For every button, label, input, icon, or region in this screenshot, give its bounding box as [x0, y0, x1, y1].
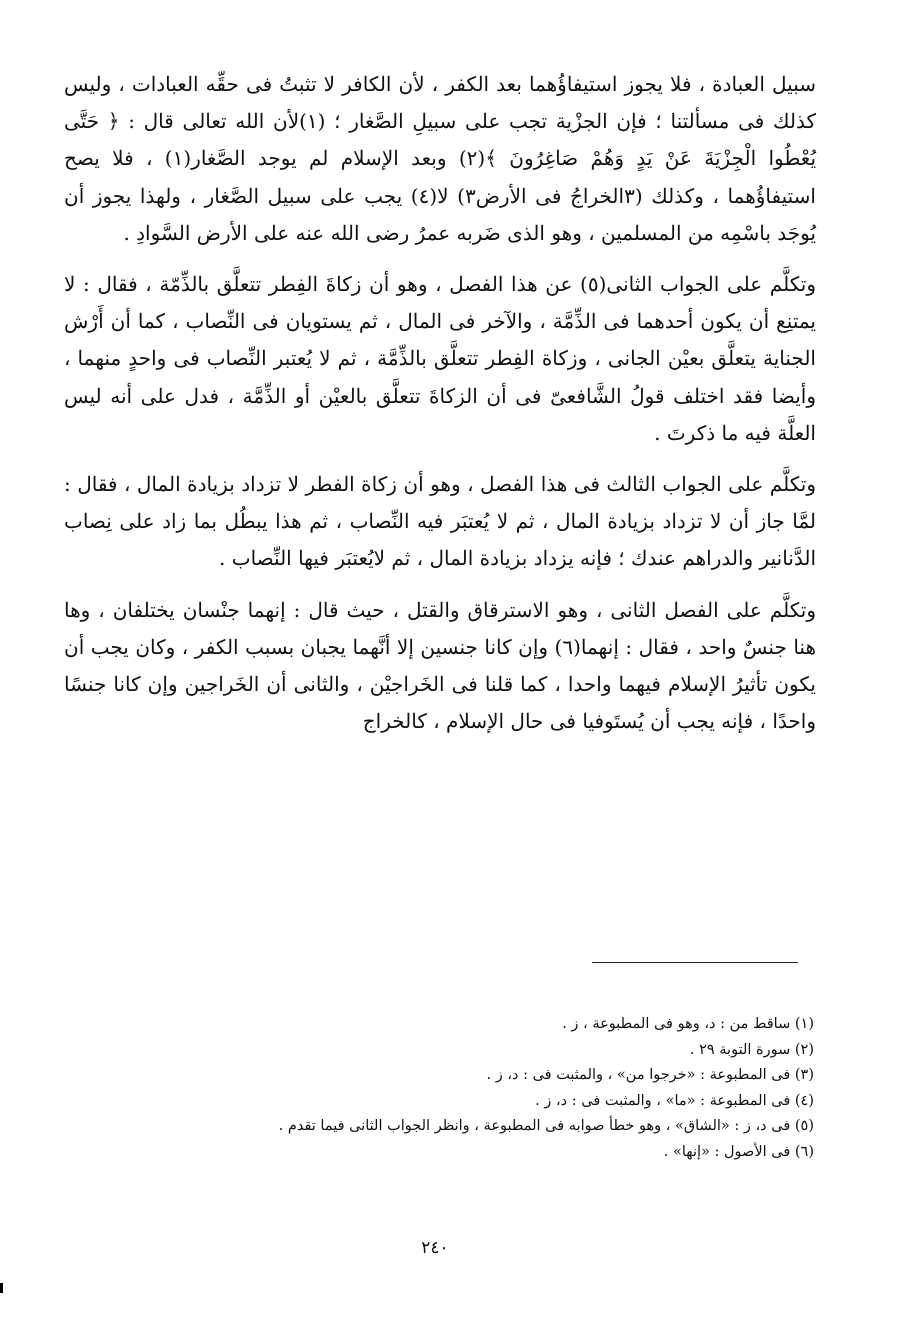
- scan-edge-mark: [0, 1283, 3, 1293]
- paragraph-4: وتكلَّم على الفصل الثانى ، وهو الاسترقاق والقتل ، حيث قال : إنهما جنْسان يختلفان ، وها هنا جنسٌ واحد ، فقال : إنهما(٦) وإن كانا جنسين إلا أنَّهما يجبان بسبب الكفر ، وكان يجب أن يكون تأثيرُ الإسلام فيهما واحدا ، كما قلنا فى الخَراجيْن ، والثانى أن الخَراجين وإن كانا جنسًا واحدًا ، فإنه يجب أن يُستَوفيا فى حال الإسلام ، كالخراج: [64, 597, 816, 734]
- main-text-block: [64, 66, 816, 740]
- footnote-3: (٣) فى المطبوعة : «خرجوا من» ، والمثبت فى : د، ز .: [486, 1067, 814, 1083]
- footnote-4: (٤) فى المطبوعة : «ما» ، والمثبت فى : د، ز .: [535, 1092, 814, 1109]
- page-number: ٢٤٠: [421, 1238, 449, 1258]
- footnote-6: (٦) فى الأصول : «إنها» .: [663, 1143, 814, 1160]
- footnote-5: (٥) فى د، ز : «الشاق» ، وهو خطأ صوابه فى المطبوعة ، وانظر الجواب الثانى فيما تقدم .: [278, 1118, 814, 1134]
- paragraph-3: وتكلَّم على الجواب الثالث فى هذا الفصل ، وهو أن زكاة الفطر لا تزداد بزيادة المال ، فقال : لمَّا جاز أن لا تزداد بزيادة المال ، ثم لا يُعتبَر فيه النِّصاب ، ثم هذا يبطُل بما زاد على نِصاب الدَّنانير والدراهم عندك ؛ فإنه يزداد بزيادة المال ، ثم لايُعتبَر فيها النِّصاب .: [64, 472, 816, 571]
- paragraph-2: وتكلَّم على الجواب الثانى(٥) عن هذا الفصل ، وهو أن زكاةَ الفِطر تتعلَّق بالذِّمّة ، فقال : لا يمتنِع أن يكون أحدهما فى الذِّمَّة ، والآخر فى المال ، ثم يستويان فى النِّصاب ، كما أن أَرْش الجناية يتعلَّق بعيْن الجانى ، وزكاة الفِطر تتعلَّق بالذِّمَّة ، ثم لا يُعتبر النِّصاب فى واحدٍ منهما ، وأيضا فقد اختلف قولُ الشَّافعىّ فى أن الزكاةَ تتعلَّق بالعيْن أو الذِّمَّة ، فدل على أنه ليس العلَّة فيه ما ذكرتَ .: [64, 272, 816, 445]
- footnote-1: (١) ساقط من : د، وهو فى المطبوعة ، ز .: [562, 1016, 814, 1032]
- paragraph-1: سبيل العبادة ، فلا يجوز استيفاؤُهما بعد الكفر ، لأن الكافر لا تثبتُ فى حقِّه العبادات ، وليس كذلك فى مسألتنا ؛ فإن الجزْية تجب على سبيلِ الصَّغار ؛ (١)لأن الله تعالى قال : ﴿ حَتَّى يُعْطُوا الْجِزْيَةَ عَنْ يَدٍ وَهُمْ صَاغِرُونَ ﴾(٢) وبعد الإسلام لم يوجد الصَّغار(١) ، فلا يصح استيفاؤُهما ، وكذلك (٣الخراجُ فى الأرض٣) لا(٤) يجب على سبيل الصَّغار ، ولهذا يجوز أن يُوجَد باسْمِه من المسلمين ، وهو الذى ضَربه عمرُ رضى الله عنه على الأرض السَّوادِ .: [64, 72, 817, 245]
- footnote-2: (٢) سورة التوبة ٢٩ .: [689, 1041, 814, 1058]
- footnote-separator: [592, 962, 798, 963]
- footnotes-block: [120, 1012, 814, 1165]
